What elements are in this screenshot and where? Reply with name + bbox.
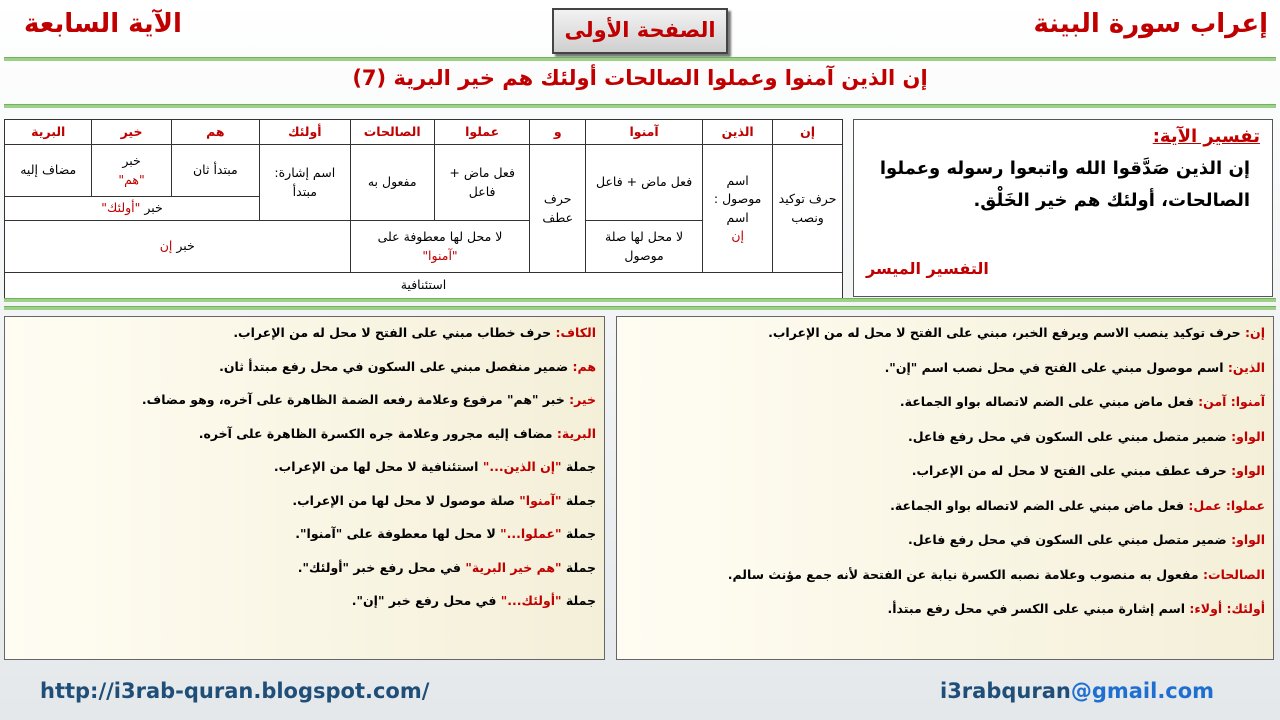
item-text: خبر "هم" مرفوع وعلامة رفعه الضمة الظاهرة على آخره، وهو مضاف. <box>141 392 565 407</box>
email-link[interactable] <box>940 679 1214 703</box>
tafsir-title: تفسير الآية: <box>1152 126 1260 147</box>
cell-text-red: إن <box>159 238 173 254</box>
item-text: مضاف إليه مجرور وعلامة جره الكسرة الظاهرة على آخره. <box>198 425 553 441</box>
item-prefix: جملة <box>565 559 596 575</box>
table-row <box>5 145 843 197</box>
header-cell: أولئك <box>260 120 350 145</box>
list-item <box>625 392 1265 427</box>
item-text: اسم موصول مبني على الفتح في محل نصب اسم "إن". <box>884 359 1224 375</box>
item-prefix: جملة <box>565 526 596 541</box>
surah-title: إعراب سورة البينة <box>1033 9 1268 39</box>
header-cell: و <box>530 120 586 145</box>
cell-alladhina <box>703 145 773 273</box>
cell-khabar-in <box>5 221 351 273</box>
list-item <box>13 591 596 625</box>
item-prefix: جملة <box>565 593 596 608</box>
divider <box>4 104 1276 108</box>
item-key: البرية: <box>556 425 596 441</box>
list-item <box>13 558 596 592</box>
verse-text: إن الذين آمنوا وعملوا الصالحات أولئك هم خير البرية (7) <box>352 66 928 90</box>
item-key: هم: <box>572 358 596 374</box>
header-cell: البرية <box>5 120 92 145</box>
item-key: "آمنوا" <box>519 492 562 508</box>
header-cell: هم <box>171 120 259 145</box>
item-text: في محل رفع خبر "أولئك". <box>297 559 461 575</box>
item-text: حرف توكيد ينصب الاسم ويرفع الخبر، مبني على الفتح لا محل له من الإعراب. <box>768 325 1241 340</box>
list-item <box>13 457 596 491</box>
cell-amilu: فعل ماض + فاعل <box>434 145 530 221</box>
list-item <box>625 565 1265 600</box>
table-row <box>5 273 843 299</box>
cell-bariyya: مضاف إليه <box>5 145 92 197</box>
cell-amanu: فعل ماض + فاعل <box>585 145 702 221</box>
cell-text: خبر <box>122 153 141 169</box>
cell-text: لا محل لها معطوفة على <box>377 229 503 245</box>
list-item <box>625 599 1265 634</box>
ayah-title: الآية السابعة <box>24 9 182 39</box>
list-item <box>625 358 1265 393</box>
list-item <box>13 357 596 391</box>
list-item <box>625 323 1265 358</box>
item-key: "إن الذين..." <box>482 459 562 474</box>
item-key: "أولئك..." <box>500 593 562 608</box>
cell-in: حرف توكيد ونصب <box>773 145 843 273</box>
header-cell: خير <box>92 120 171 145</box>
header-cell: إن <box>773 120 843 145</box>
cell-text: خبر <box>176 238 195 254</box>
item-text: ضمير منفصل مبني على السكون في محل رفع مبتدأ ثان. <box>219 358 569 374</box>
item-key: "هم خير البرية" <box>465 559 562 575</box>
item-text: مفعول به منصوب وعلامة نصبه الكسرة نيابة عن الفتحة لأنه جمع مؤنث سالم. <box>727 566 1199 582</box>
tafsir-box <box>853 119 1273 297</box>
item-key: الواو: <box>1231 428 1265 444</box>
item-key: عملوا: عمل: <box>1188 497 1265 513</box>
list-item <box>13 424 596 458</box>
cell-waw: حرف عطف <box>530 145 586 273</box>
list-item <box>625 461 1265 496</box>
item-text: حرف خطاب مبني على الفتح لا محل له من الإعراب. <box>233 325 552 340</box>
item-text: فعل ماض مبني على الضم لاتصاله بواو الجماعة. <box>899 394 1194 409</box>
item-key: الكاف: <box>555 325 596 340</box>
item-key: أولئك: أولاء: <box>1189 601 1265 616</box>
item-key: آمنوا: آمن: <box>1198 394 1265 409</box>
list-item <box>13 524 596 558</box>
cell-text-red: "أولئك" <box>101 200 141 216</box>
cell-text: خبر <box>144 200 163 216</box>
item-text: حرف عطف مبني على الفتح لا محل له من الإعراب. <box>911 463 1227 478</box>
cell-maatufa <box>350 221 530 273</box>
list-item <box>625 496 1265 531</box>
header-cell: الصالحات <box>350 120 434 145</box>
table-header-row <box>5 120 843 145</box>
item-text: ضمير متصل مبني على السكون في محل رفع فاعل. <box>907 428 1227 444</box>
cell-text: اسم موصول : اسم <box>713 173 762 225</box>
irab-details-left <box>4 316 605 660</box>
item-key: الذين: <box>1227 359 1265 375</box>
item-key: الواو: <box>1231 532 1265 547</box>
blog-link[interactable]: http://i3rab-quran.blogspot.com/ <box>40 679 430 703</box>
item-text: فعل ماض مبني على الضم لاتصاله بواو الجماعة. <box>890 497 1185 513</box>
item-key: الصالحات: <box>1203 566 1265 582</box>
header-cell: آمنوا <box>585 120 702 145</box>
divider <box>4 306 1276 310</box>
divider <box>4 57 1276 61</box>
cell-text-red: إن <box>731 227 744 243</box>
tafsir-source: التفسير الميسر <box>866 259 989 278</box>
item-key: "عملوا..." <box>500 526 562 541</box>
item-key: خير: <box>569 392 596 407</box>
irab-table <box>4 119 843 299</box>
item-key: الواو: <box>1231 463 1265 478</box>
cell-ulaika: اسم إشارة: مبتدأ <box>260 145 350 221</box>
cell-khayr <box>92 145 171 197</box>
item-text: في محل رفع خبر "إن". <box>351 593 497 608</box>
item-text: استئنافية لا محل لها من الإعراب. <box>273 459 479 474</box>
list-item <box>13 323 596 357</box>
email-user: i3rabquran <box>940 679 1071 703</box>
cell-sila: لا محل لها صلة موصول <box>585 221 702 273</box>
cell-hum: مبتدأ ثان <box>171 145 259 197</box>
cell-khabar-ulaika <box>5 197 260 221</box>
cell-salihat: مفعول به <box>350 145 434 221</box>
page-label: الصفحة الأولى <box>552 8 728 54</box>
item-text: اسم إشارة مبني على الكسر في محل رفع مبتدأ. <box>887 601 1186 616</box>
cell-text-red: "آمنوا" <box>422 247 458 263</box>
tafsir-text: إن الذين صَدَّقوا الله واتبعوا رسوله وعملوا الصالحات، أولئك هم خير الخَلْق. <box>879 158 1250 211</box>
item-text: ضمير متصل مبني على السكون في محل رفع فاعل. <box>907 532 1227 547</box>
cell-istinafiyya: استئنافية <box>5 273 843 299</box>
list-item <box>13 491 596 525</box>
list-item <box>625 427 1265 462</box>
header-cell: الذين <box>703 120 773 145</box>
item-text: لا محل لها معطوفة على "آمنوا". <box>295 526 496 541</box>
item-text: صلة موصول لا محل لها من الإعراب. <box>292 492 515 508</box>
irab-details-right <box>616 316 1274 660</box>
email-domain: @gmail.com <box>1070 679 1215 703</box>
cell-text-red: "هم" <box>118 171 145 187</box>
divider <box>4 298 1276 302</box>
item-key: إن: <box>1245 325 1265 340</box>
item-prefix: جملة <box>565 459 596 474</box>
list-item <box>13 390 596 424</box>
item-prefix: جملة <box>565 492 596 508</box>
header-cell: عملوا <box>434 120 530 145</box>
list-item <box>625 530 1265 565</box>
